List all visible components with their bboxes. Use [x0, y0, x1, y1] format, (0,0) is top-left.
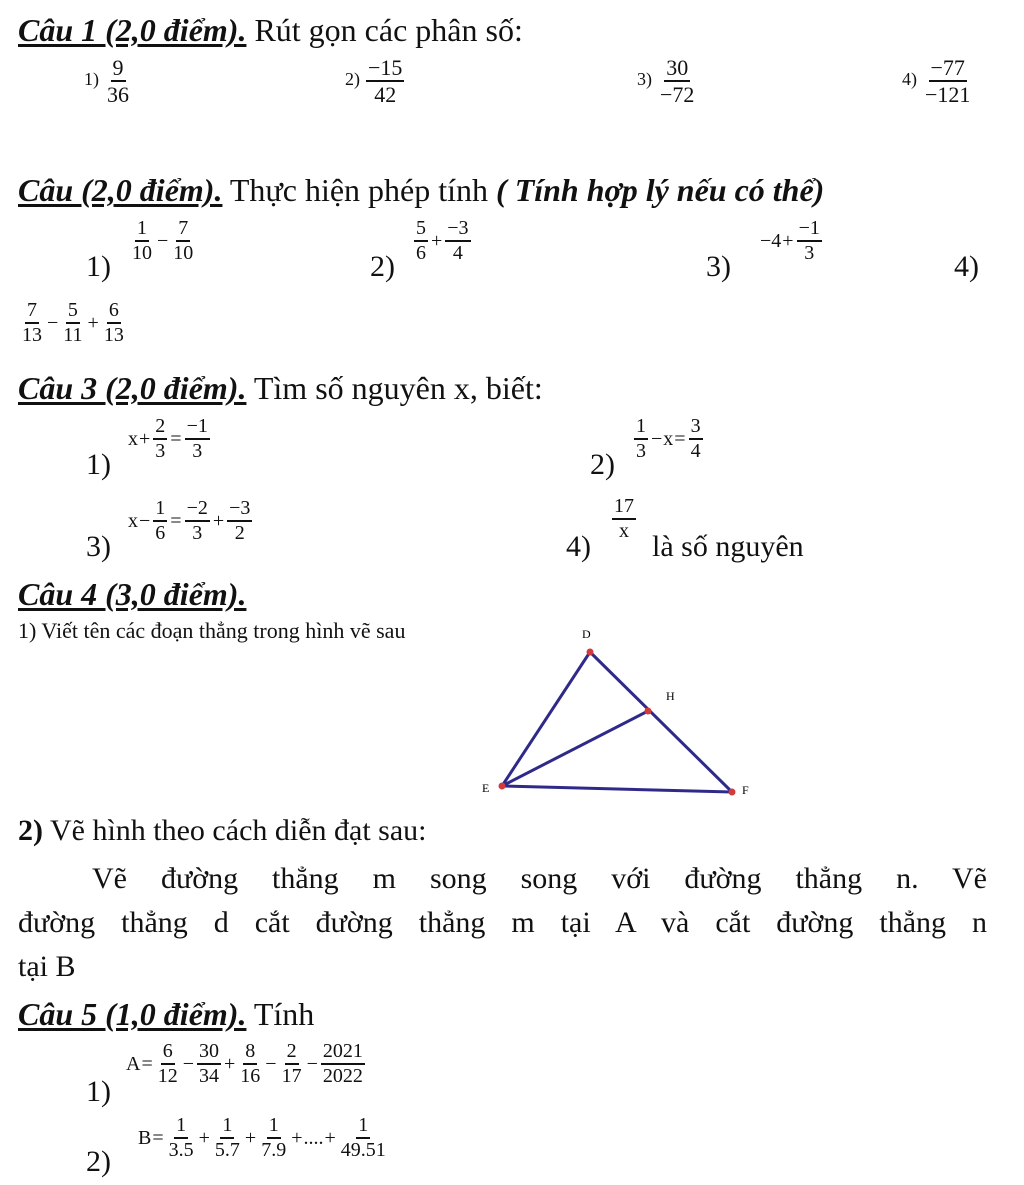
q1-heading [18, 12, 523, 49]
fraction-numerator: 30 [664, 56, 690, 82]
fraction-numerator: −15 [366, 56, 404, 82]
q2-item-2-expression: $\frac{5}{6}$ + $\frac{-3}{4}$ [416, 217, 469, 264]
segment-eh [502, 711, 648, 786]
q2-item-1-expression: $\frac{1}{10}$ − $\frac{7}{10}$ [132, 217, 194, 264]
q3-item-4-tail: là số nguyên [652, 530, 804, 563]
fraction-denominator: −121 [925, 82, 971, 108]
q1-heading-text: Rút gọn các phân số: [254, 12, 523, 48]
q4-heading [18, 576, 246, 613]
q5-item-2-expression: B = $\frac{1}{3.5}$ + $\frac{1}{5.7}$ + $\frac{1}{7.9}$ + .... + $\frac{1}{49.51}$ [138, 1114, 386, 1161]
q5-item-1-expression: A = $\frac{6}{12}$ − $\frac{30}{34}$ + $\frac{8}{16}$ − $\frac{2}{17}$ − $\frac{2021}{2022}$ [126, 1040, 363, 1087]
q4-item-1: 1) Viết tên các đoạn thẳng trong hình vẽ sau [18, 618, 406, 643]
segment-ef [502, 786, 732, 792]
q1-item-3: 3) $\frac{30}{-72}$ [637, 55, 695, 108]
q2-heading [18, 172, 824, 209]
q5-item-1-index: 1) [86, 1075, 111, 1108]
q2-heading-note: ( Tính hợp lý nếu có thể) [496, 172, 825, 208]
q4-item-2-title: 2) Vẽ hình theo cách diễn đạt sau: [18, 814, 427, 847]
fraction-denominator: −72 [660, 82, 695, 108]
q1-item-4: 4) $\frac{-77}{-121}$ [902, 55, 971, 108]
q3-item-3-expression: x − $\frac{1}{6}$ = $\frac{-2}{3}$ + $\frac{-3}{2}$ [128, 497, 251, 544]
segment-df [590, 652, 732, 792]
q2-heading-text: Thực hiện phép tính [229, 172, 489, 208]
segment-de [502, 652, 590, 786]
fraction-numerator: 9 [111, 56, 126, 82]
q1-item-2: 2) $\frac{-15}{42}$ [345, 55, 403, 108]
label-h: H [666, 689, 675, 703]
q2-item-4-index: 4) [954, 250, 979, 283]
q3-item-1-index: 1) [86, 448, 111, 481]
point-f [729, 789, 736, 796]
fraction-denominator: 42 [374, 82, 397, 108]
q3-item-1-expression: x + $\frac{2}{3}$ = $\frac{-1}{3}$ [128, 415, 208, 462]
q3-heading-text: Tìm số nguyên x, biết: [253, 370, 543, 406]
q2-item-3-expression: −4 + $\frac{-1}{3}$ [760, 217, 820, 264]
q5-heading-text: Tính [253, 996, 315, 1032]
q2-heading-label: Câu (2,0 điểm). [18, 172, 223, 208]
q4-paragraph-line-1: Vẽ đường thẳng m song song với đường thẳng n. Vẽ [92, 862, 987, 895]
q2-item-2-index: 2) [370, 250, 395, 283]
fraction-denominator: 36 [107, 82, 129, 108]
q4-paragraph-line-2: đường thẳng d cắt đường thẳng m tại A và cắt đường thẳng n [18, 906, 987, 939]
point-e [499, 783, 506, 790]
q2-item-1-index: 1) [86, 250, 111, 283]
q1-item-1: 1) $\frac{9}{36}$ [84, 55, 129, 108]
q3-item-3-index: 3) [86, 530, 111, 563]
triangle-figure [470, 620, 770, 800]
q4-paragraph-line-3: tại B [18, 950, 76, 983]
label-d: D [582, 627, 591, 641]
label-e: E [482, 781, 490, 795]
q5-heading [18, 996, 314, 1033]
point-d [587, 649, 594, 656]
q2-item-4-expression: $\frac{7}{13}$ − $\frac{5}{11}$ + $\frac{6}{13}$ [22, 299, 124, 346]
q4-heading-label: Câu 4 (3,0 điểm). [18, 576, 247, 612]
point-h [645, 708, 652, 715]
q3-item-4-index: 4) [566, 530, 591, 563]
label-f: F [742, 783, 749, 797]
q5-heading-label: Câu 5 (1,0 điểm). [18, 996, 247, 1032]
q3-heading-label: Câu 3 (2,0 điểm). [18, 370, 247, 406]
q3-heading [18, 370, 543, 407]
q3-item-4-expression: $\frac{17}{x}$ [614, 495, 634, 542]
q1-heading-label: Câu 1 (2,0 điểm). [18, 12, 247, 48]
q3-item-2-index: 2) [590, 448, 615, 481]
q2-item-3-index: 3) [706, 250, 731, 283]
fraction-numerator: −77 [929, 56, 967, 82]
q5-item-2-index: 2) [86, 1145, 111, 1178]
q3-item-2-expression: $\frac{1}{3}$ − x = $\frac{3}{4}$ [636, 415, 701, 462]
